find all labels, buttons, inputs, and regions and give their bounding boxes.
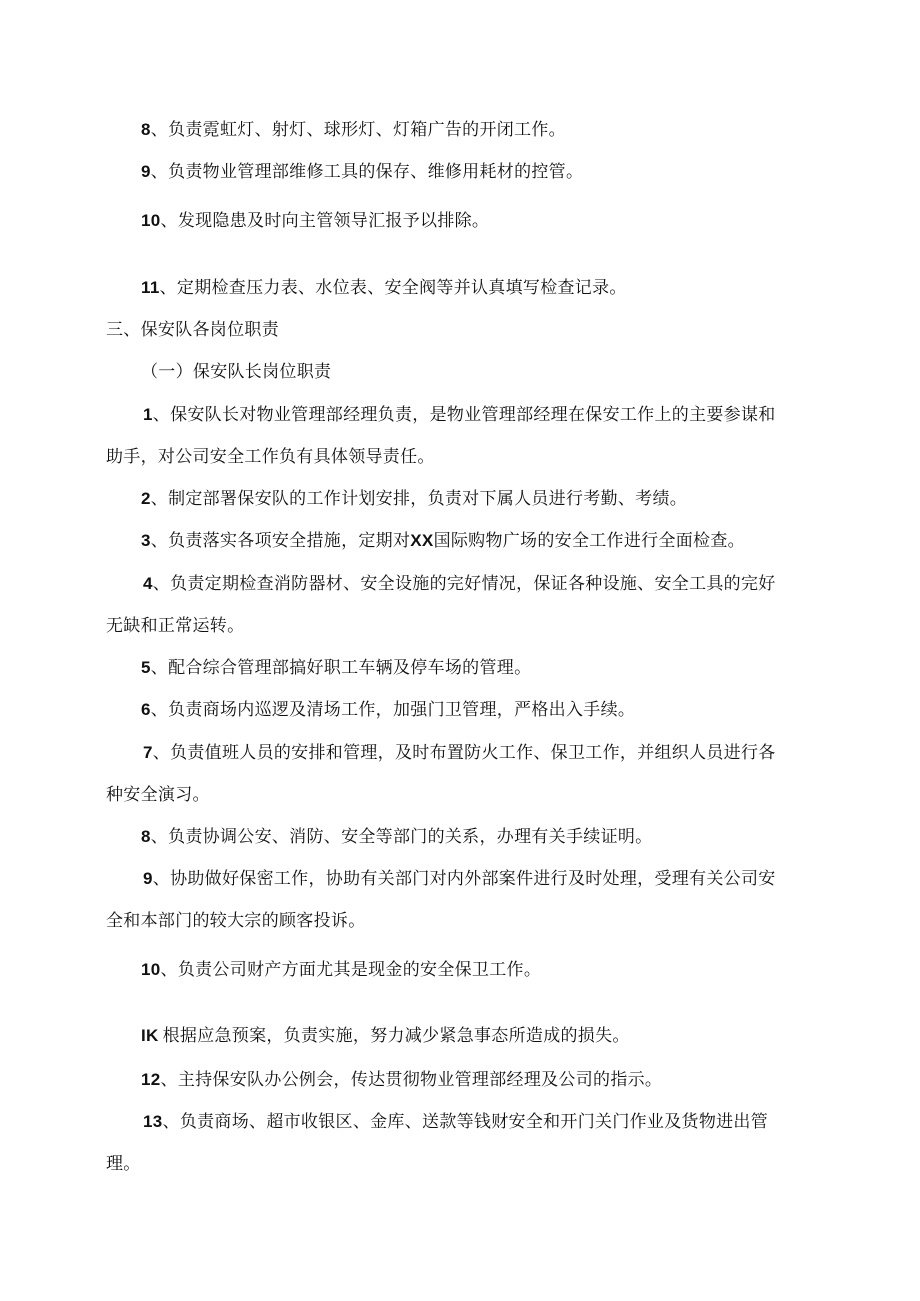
item-text: 协助做好保密工作，协助有关部门对内外部案件进行及时处理，受理有关公司安 bbox=[170, 869, 776, 889]
item-continuation: 助手，对公司安全工作负有具体领导责任。 bbox=[106, 447, 435, 467]
item-text: 负责商场内巡逻及清场工作，加强门卫管理，严格出入手续。 bbox=[168, 700, 636, 720]
item-continuation: 无缺和正常运转。 bbox=[106, 616, 245, 636]
item-number: 9 bbox=[141, 162, 151, 181]
list-item bbox=[141, 1024, 630, 1048]
item-text: 制定部署保安队的工作计划安排，负责对下属人员进行考勤、考绩。 bbox=[168, 489, 688, 509]
list-item: 10、负责公司财产方面尤其是现金的安全保卫工作。 bbox=[141, 960, 542, 980]
item-continuation: 理。 bbox=[106, 1154, 141, 1174]
list-item: 13、负责商场、超市收银区、金库、送款等钱财安全和开门关门作业及货物进出管 bbox=[143, 1112, 769, 1132]
item-text: 负责定期检查消防器材、安全设施的完好情况，保证各种设施、安全工具的完好 bbox=[170, 574, 776, 594]
list-item: 6、负责商场内巡逻及清场工作，加强门卫管理，严格出入手续。 bbox=[141, 700, 636, 720]
list-item: 12、主持保安队办公例会，传达贯彻物业管理部经理及公司的指示。 bbox=[141, 1070, 663, 1090]
item-text: 负责物业管理部维修工具的保存、维修用耗材的控管。 bbox=[168, 162, 584, 182]
item-text: 负责落实各项安全措施，定期对 bbox=[168, 531, 411, 551]
item-text: 负责值班人员的安排和管理，及时布置防火工作、保卫工作，并组织人员进行各 bbox=[170, 743, 776, 763]
item-number: 3 bbox=[141, 531, 151, 550]
list-item: 10、发现隐患及时向主管领导汇报予以排除。 bbox=[141, 211, 490, 231]
list-item: 7、负责值班人员的安排和管理，及时布置防火工作、保卫工作，并组织人员进行各 bbox=[143, 743, 776, 763]
item-text: 保安队长对物业管理部经理负责，是物业管理部经理在保安工作上的主要参谋和 bbox=[170, 405, 776, 425]
item-text: 发现隐患及时向主管领导汇报予以排除。 bbox=[177, 211, 490, 231]
item-number: 5 bbox=[141, 658, 151, 677]
item-continuation: 种安全演习。 bbox=[106, 785, 210, 805]
item-number: 13 bbox=[143, 1112, 163, 1131]
item-text: 国际购物广场的安全工作进行全面检查。 bbox=[433, 531, 745, 551]
item-number: 10 bbox=[141, 211, 161, 230]
item-text: 负责协调公安、消防、安全等部门的关系，办理有关手续证明。 bbox=[168, 827, 653, 847]
list-item: 2、制定部署保安队的工作计划安排，负责对下属人员进行考勤、考绩。 bbox=[141, 489, 688, 509]
item-number: 4 bbox=[143, 574, 153, 593]
list-item: 8、负责协调公安、消防、安全等部门的关系，办理有关手续证明。 bbox=[141, 827, 653, 847]
item-number: 8 bbox=[141, 827, 151, 846]
list-item: 9、协助做好保密工作，协助有关部门对内外部案件进行及时处理，受理有关公司安 bbox=[143, 869, 776, 889]
item-number: 11 bbox=[141, 278, 160, 297]
item-number: 12 bbox=[141, 1070, 161, 1089]
item-text: 负责商场、超市收银区、金库、送款等钱财安全和开门关门作业及货物进出管 bbox=[179, 1112, 769, 1132]
section-heading: 三、保安队各岗位职责 bbox=[106, 320, 279, 340]
item-text: 主持保安队办公例会，传达贯彻物业管理部经理及公司的指示。 bbox=[177, 1070, 663, 1090]
item-number: 1 bbox=[143, 405, 153, 424]
sub-heading: （一）保安队长岗位职责 bbox=[141, 362, 332, 382]
item-text: 负责霓虹灯、射灯、球形灯、灯箱广告的开闭工作。 bbox=[168, 120, 566, 140]
list-item: 11、定期检查压力表、水位表、安全阀等并认真填写检查记录。 bbox=[141, 278, 627, 298]
list-item: 5、配合综合管理部搞好职工车辆及停车场的管理。 bbox=[141, 658, 532, 678]
list-item: 9、负责物业管理部维修工具的保存、维修用耗材的控管。 bbox=[141, 162, 584, 182]
item-number: 2 bbox=[141, 489, 151, 508]
item-number: 6 bbox=[141, 700, 151, 719]
item-number: 9 bbox=[143, 869, 153, 888]
item-text: 根据应急预案，负责实施，努力减少紧急事态所造成的损失。 bbox=[162, 1026, 630, 1046]
item-number: 8 bbox=[141, 120, 151, 139]
item-text: 定期检查压力表、水位表、安全阀等并认真填写检查记录。 bbox=[176, 278, 627, 298]
list-item: 8、负责霓虹灯、射灯、球形灯、灯箱广告的开闭工作。 bbox=[141, 120, 566, 140]
item-text: 负责公司财产方面尤其是现金的安全保卫工作。 bbox=[177, 960, 542, 980]
item-text: 配合综合管理部搞好职工车辆及停车场的管理。 bbox=[168, 658, 532, 678]
bold-abbrev: XX bbox=[410, 531, 434, 550]
item-continuation: 全和本部门的较大宗的顾客投诉。 bbox=[106, 911, 366, 931]
list-item: 3、负责落实各项安全措施，定期对XX国际购物广场的安全工作进行全面检查。 bbox=[141, 531, 745, 551]
item-number: 10 bbox=[141, 960, 161, 979]
list-item: 4、负责定期检查消防器材、安全设施的完好情况，保证各种设施、安全工具的完好 bbox=[143, 574, 776, 594]
list-item: 1、保安队长对物业管理部经理负责，是物业管理部经理在保安工作上的主要参谋和 bbox=[143, 405, 776, 425]
item-number: 7 bbox=[143, 743, 153, 762]
item-number: IK bbox=[141, 1026, 159, 1045]
